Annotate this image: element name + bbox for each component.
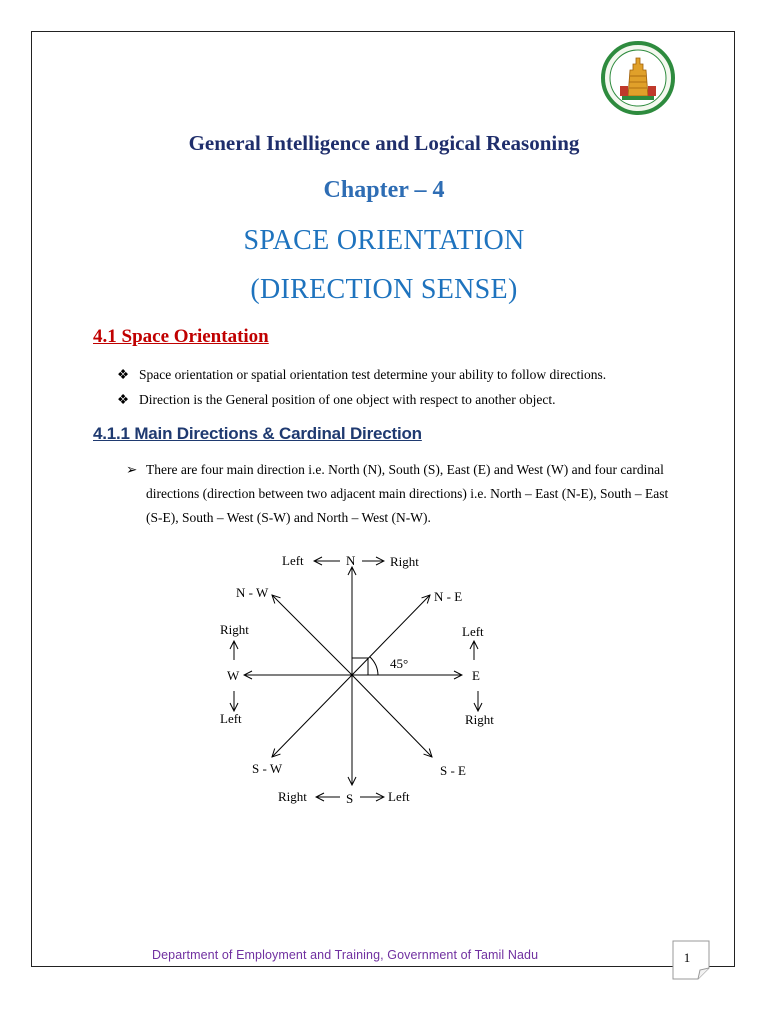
subject-title: General Intelligence and Logical Reasoning (188, 131, 580, 155)
north-right-label: Right (390, 554, 419, 569)
bullet-item (117, 392, 556, 408)
paragraph-text: There are four main direction i.e. North (N), South (S), East (E) and West (W) and four cardinal directions (direction between two adjacent main directions) i.e. North – East (N-E), South – East (S-E), South – West (S-W) and North – West (N-W). (146, 462, 669, 525)
angle-label: 45° (390, 656, 409, 671)
sub-title: (DIRECTION SENSE) (250, 274, 518, 305)
east-right-label: Right (465, 712, 494, 727)
south-label: S (346, 791, 354, 806)
south-left-label: Left (388, 789, 410, 804)
west-label: W (227, 668, 240, 683)
bullet-item (117, 367, 606, 383)
page-number: 1 (683, 950, 691, 965)
footer-text: Department of Employment and Training, Government of Tamil Nadu (152, 948, 539, 962)
south-right-label: Right (278, 789, 307, 804)
arrow-bullet-icon: ➢ (126, 462, 138, 477)
main-title: SPACE ORIENTATION (243, 225, 525, 256)
subsection-heading: 4.1.1 Main Directions & Cardinal Direction (93, 424, 422, 443)
west-left-label: Left (220, 711, 242, 726)
north-east-label: N - E (434, 589, 463, 604)
direction-compass-diagram (200, 545, 520, 815)
section-heading: 4.1 Space Orientation (93, 326, 269, 347)
north-west-label: N - W (236, 585, 269, 600)
east-left-label: Left (462, 624, 484, 639)
chapter-title: Chapter – 4 (323, 177, 445, 203)
east-label: E (472, 668, 480, 683)
south-west-label: S - W (252, 761, 283, 776)
tamil-nadu-emblem-icon (600, 40, 676, 116)
diamond-bullet-icon: ❖ (117, 392, 130, 407)
south-east-label: S - E (440, 763, 466, 778)
angle-arc (370, 657, 378, 675)
bullet-text: Space orientation or spatial orientation test determine your ability to follow directions. (139, 367, 607, 382)
north-label: N (346, 553, 356, 568)
south-east-arrow (352, 675, 432, 757)
west-right-label: Right (220, 622, 249, 637)
paragraph (128, 458, 680, 530)
south-west-arrow (272, 675, 352, 757)
north-west-arrow (272, 595, 352, 675)
north-left-label: Left (282, 553, 304, 568)
bullet-text: Direction is the General position of one object with respect to another object. (139, 392, 556, 407)
diamond-bullet-icon: ❖ (117, 367, 130, 382)
